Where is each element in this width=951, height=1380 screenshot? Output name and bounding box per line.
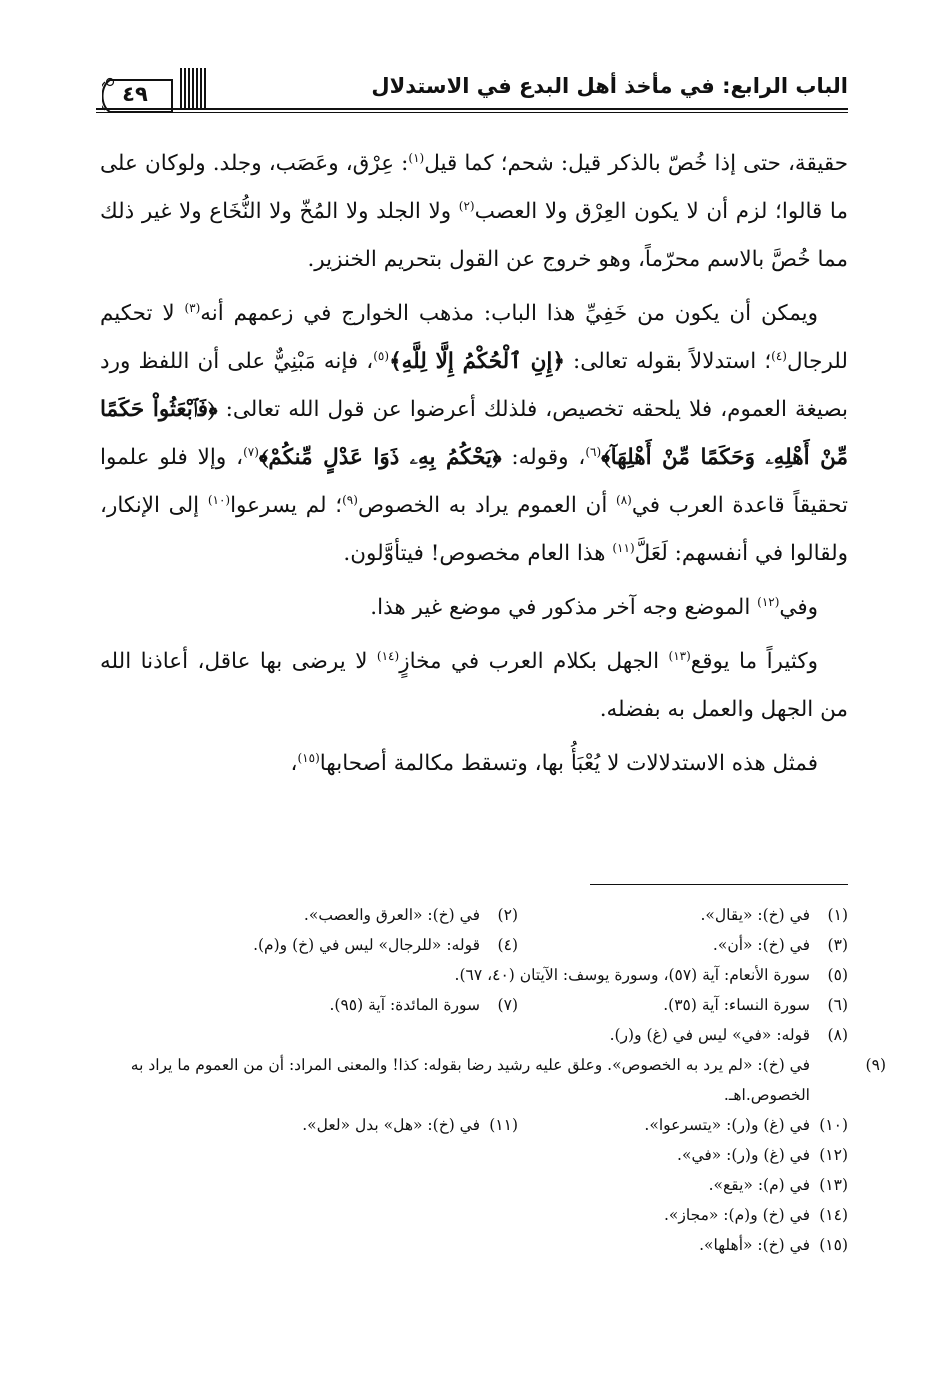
footnote-ref[interactable]: (٦) <box>585 444 602 459</box>
footnote-7 <box>329 990 518 1020</box>
quran-verse: ﴿إِنِ ٱلْحُكْمُ إِلَّا لِلَّهِ﴾ <box>389 349 565 374</box>
text-span: ولا الجلد ولا المُخّ ولا النُّخَاع ولا غير ذلك مما خُصَّ بالاسم محرّماً، وهو خروج عن القول بتحريم الخنزير. <box>100 199 848 272</box>
footnote-text: في (م): «يقع». <box>708 1176 810 1194</box>
text-span: وكثيراً ما يوقع <box>690 649 818 674</box>
footnote-ref[interactable]: (١) <box>408 150 425 165</box>
text-span: إلى الإنكار، ولقالوا في أنفسهم: لَعَلَّ <box>100 493 848 566</box>
footnote-ref[interactable]: (٢) <box>458 198 475 213</box>
footnote-text: في (خ): «لم يرد به الخصوص». وعلق عليه رشيد رضا بقوله: كذا! والمعنى المراد: أن من العموم ما يراد به الخصوص.اهـ. <box>130 1056 810 1104</box>
footnote-14 <box>100 1200 848 1230</box>
footnote-number: (١٤) <box>819 1206 848 1224</box>
paragraph-4 <box>100 638 848 734</box>
quran-verse: ﴿فَٱبْعَثُواْ حَكَمًا مِّنْ أَهْلِهِۦ وَحَكَمًا مِّنْ أَهْلِهَآ﴾ <box>100 397 848 470</box>
main-text <box>100 140 848 794</box>
footnote-text: في (خ) و(م): «مجاز». <box>663 1206 810 1224</box>
footnote-number: (١) <box>827 906 848 924</box>
footnote-number: (١٣) <box>819 1176 848 1194</box>
footnote-number: (١٠) <box>819 1116 848 1134</box>
footnote-row <box>100 900 848 930</box>
footnote-ref[interactable]: (١٢) <box>757 594 780 609</box>
text-span: ، وإلا فلو علموا تحقيقاً قاعدة العرب في <box>100 445 848 518</box>
footnote-15 <box>100 1230 848 1260</box>
text-span: ؛ استدلالاً بقوله تعالى: <box>564 349 772 374</box>
footnote-text: في (خ): «أن». <box>712 936 810 954</box>
footnote-text: في (خ): «العرق والعصب». <box>303 906 480 924</box>
footnote-number: (٩) <box>865 1056 886 1074</box>
footnote-row <box>100 1110 848 1140</box>
quran-verse: ﴿يَحْكُمُ بِهِۦ ذَوَا عَدْلٍ مِّنكُمْ﴾ <box>258 445 502 470</box>
text-span: الجهل بكلام العرب في مخازٍ <box>399 649 669 674</box>
footnote-ref[interactable]: (١٥) <box>297 750 320 765</box>
footnotes <box>100 900 886 1260</box>
footnote-text: في (خ): «أهلها». <box>699 1236 810 1254</box>
footnote-ref[interactable]: (١١) <box>612 540 635 555</box>
footnote-text: قوله: «في» ليس في (غ) و(ر). <box>609 1026 810 1044</box>
text-span: حقيقة، حتى إذا خُصّ بالذكر قيل: شحم؛ كما قيل <box>424 151 848 176</box>
text-span: أن العموم يراد به الخصوص <box>357 493 616 518</box>
footnote-1 <box>518 900 848 930</box>
footnote-13 <box>100 1170 848 1200</box>
footnote-text: قوله: «للرجال» ليس في (خ) و(م). <box>253 936 480 954</box>
footnote-row <box>100 930 848 960</box>
footnote-text: سورة الأنعام: آية (٥٧)، وسورة يوسف: الآيتان (٤٠، ٦٧). <box>454 966 810 984</box>
header-ornament-bars <box>180 68 206 108</box>
page-header <box>96 62 848 122</box>
chapter-title: الباب الرابع: في مأخذ أهل البدع في الاستدلال <box>371 74 848 98</box>
footnote-number: (٥) <box>827 966 848 984</box>
text-span: هذا العام مخصوص! فيتأوَّلون. <box>343 541 613 566</box>
header-rule <box>96 108 848 113</box>
text-span: : عِرْق، وعَصَب، وجلد. ولوكان على ما قالوا؛ لزم أن لا يكون العِرْق ولا العصب <box>100 151 848 224</box>
footnote-ref[interactable]: (٣) <box>184 300 201 315</box>
footnote-12 <box>100 1140 848 1170</box>
footnote-number: (٢) <box>497 906 518 924</box>
text-span: ، <box>290 751 298 776</box>
footnote-number: (١٥) <box>819 1236 848 1254</box>
footnote-number: (٦) <box>827 996 848 1014</box>
footnote-text: في (خ): «هل» بدل «لعل». <box>302 1116 480 1134</box>
paragraph-5 <box>100 740 848 788</box>
footnote-number: (٣) <box>827 936 848 954</box>
footnote-number: (٧) <box>497 996 518 1014</box>
footnote-6 <box>518 990 848 1020</box>
footnote-ref[interactable]: (٨) <box>616 492 632 507</box>
footnote-10 <box>518 1110 848 1140</box>
paragraph-1 <box>100 140 848 284</box>
footnote-ref[interactable]: (٤) <box>771 348 787 363</box>
footnote-5 <box>100 960 848 990</box>
footnote-ref[interactable]: (٩) <box>342 492 358 507</box>
footnote-ref[interactable]: (١٣) <box>668 648 691 663</box>
text-span: وفي <box>779 595 818 620</box>
footnote-text: سورة المائدة: آية (٩٥). <box>329 996 480 1014</box>
paragraph-2 <box>100 290 848 578</box>
page-number-frame <box>102 76 180 112</box>
footnote-number: (١١) <box>489 1116 518 1134</box>
footnote-8 <box>100 1020 848 1050</box>
footnote-ref[interactable]: (١٠) <box>207 492 231 507</box>
footnote-text: في (غ) و(ر): «يتسرعوا». <box>644 1116 810 1134</box>
footnote-number: (٨) <box>827 1026 848 1044</box>
footnote-ref[interactable]: (٧) <box>243 444 259 459</box>
footnote-ref[interactable]: (١٤) <box>376 648 400 663</box>
footnote-text: في (خ): «يقال». <box>700 906 810 924</box>
text-span: ويمكن أن يكون من خَفِيِّ هذا الباب: مذهب الخوارج في زعمهم أنه <box>200 301 818 326</box>
footnote-11 <box>302 1110 518 1140</box>
text-span: لا تحكيم للرجال <box>100 301 848 374</box>
text-span: ، وقوله: <box>501 445 586 470</box>
footnote-separator <box>590 884 848 885</box>
footnote-number: (٤) <box>497 936 518 954</box>
footnote-number: (١٢) <box>819 1146 848 1164</box>
footnote-text: في (غ) و(ر): «في». <box>677 1146 810 1164</box>
text-span: لا يرضى بها عاقل، أعاذنا الله من الجهل والعمل به بفضله. <box>100 649 848 722</box>
text-span: ؛ لم يسرعوا <box>230 493 343 518</box>
footnote-3 <box>518 930 848 960</box>
footnote-row <box>100 990 848 1020</box>
paragraph-3 <box>100 584 848 632</box>
footnote-4 <box>253 930 518 960</box>
footnote-ref[interactable]: (٥) <box>373 348 390 363</box>
text-span: فمثل هذه الاستدلالات لا يُعْبَأُ بها، وتسقط مكالمة أصحابها <box>319 751 818 776</box>
text-span: ، فإنه مَبْنِيٌّ على أن اللفظ ورد بصيغة العموم، فلا يلحقه تخصيص، فلذلك أعرضوا عن قول الله تعالى: <box>100 349 849 422</box>
text-span: الموضع وجه آخر مذكور في موضع غير هذا. <box>370 595 758 620</box>
footnote-2 <box>304 900 518 930</box>
footnote-9 <box>100 1050 886 1110</box>
page-number: ٤٩ <box>122 82 148 106</box>
footnote-text: سورة النساء: آية (٣٥). <box>663 996 810 1014</box>
